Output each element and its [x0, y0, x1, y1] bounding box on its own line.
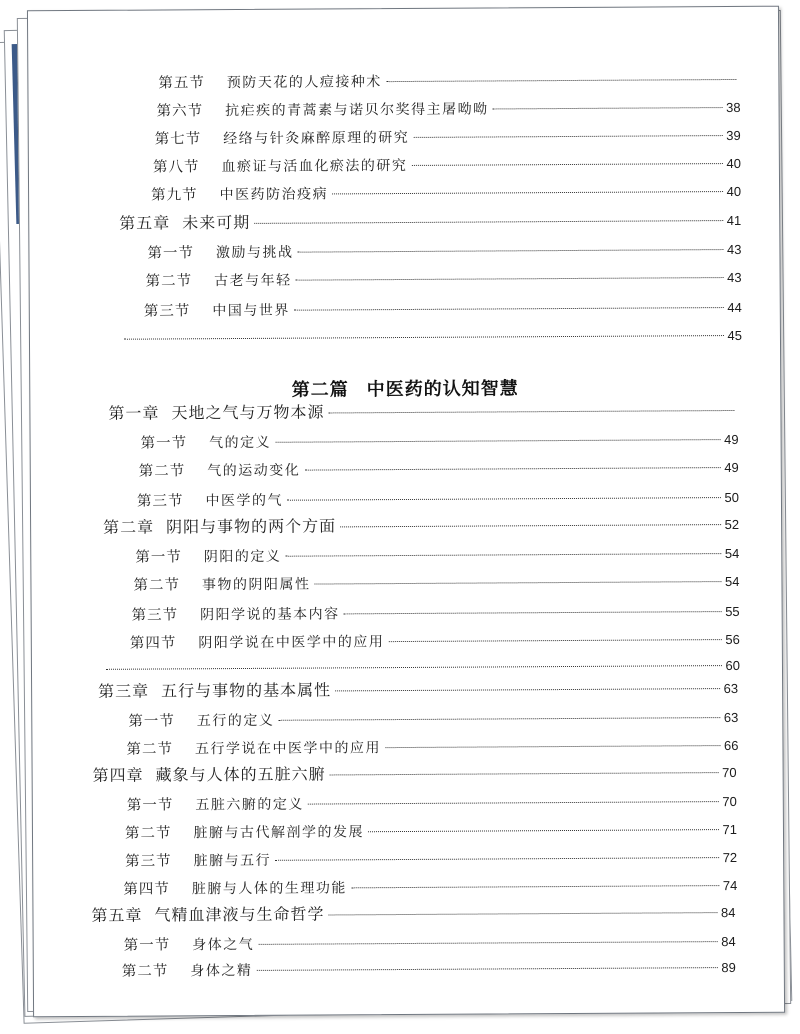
page-number: 49	[724, 459, 739, 476]
dot-leader	[329, 912, 717, 915]
section-label: 第二节	[121, 963, 169, 980]
section-label: 第三节	[131, 607, 179, 624]
section-title: 预防天花的人痘接种术	[226, 74, 382, 92]
section-label: 第二节	[138, 463, 186, 480]
toc-section-row	[130, 629, 740, 655]
page-number: 54	[724, 573, 740, 590]
page-number: 84	[721, 933, 736, 950]
section-title: 脏腑与古代解剖学的发展	[193, 824, 365, 842]
section-label: 第二节	[126, 741, 174, 758]
toc-section-row	[122, 957, 736, 983]
toc-section-row	[151, 181, 741, 207]
toc-section-row	[146, 267, 742, 293]
section-label: 第七节	[154, 131, 202, 148]
dot-leader	[332, 191, 723, 194]
dot-leader	[275, 439, 720, 443]
section-label: 第二节	[145, 273, 193, 290]
toc-chapter-row	[103, 513, 739, 539]
toc-chapter-row	[91, 901, 735, 927]
section-label: 第三节	[125, 853, 172, 870]
page-number: 89	[721, 959, 736, 976]
dot-leader	[304, 467, 720, 471]
page-number: 40	[726, 183, 742, 200]
section-title: 中医药防治疫病	[219, 186, 329, 204]
dot-leader	[254, 220, 722, 224]
section-title: 气的定义	[209, 434, 272, 452]
page-number: 84	[720, 904, 736, 921]
section-title: 阴阳的定义	[203, 548, 282, 566]
dot-leader	[388, 639, 721, 642]
section-title: 中国与世界	[212, 302, 290, 320]
section-label: 第三节	[136, 493, 184, 510]
page-number: 56	[725, 631, 740, 648]
toc-section-row	[141, 429, 739, 455]
section-label: 第二节	[133, 577, 181, 594]
page-number: 39	[726, 127, 741, 144]
section-title: 事物的阴阳属性	[201, 576, 311, 594]
part-title-text: 中医药的认知智慧	[366, 378, 519, 401]
page-number: 63	[723, 680, 739, 697]
dot-leader	[340, 524, 720, 527]
chapter-label: 第一章	[108, 403, 160, 423]
dot-leader	[411, 163, 722, 166]
toc-section-row	[139, 457, 739, 483]
chapter-title: 阴阳与事物的两个方面	[166, 516, 337, 537]
toc-section-row	[125, 847, 737, 873]
page-number: 63	[723, 709, 739, 726]
dot-leader	[344, 611, 722, 614]
chapter-title: 藏象与人体的五脏六腑	[155, 764, 326, 785]
page-number: 72	[722, 849, 738, 866]
page-number: 49	[724, 431, 739, 448]
section-title: 激励与挑战	[215, 244, 294, 262]
dot-leader	[275, 857, 719, 861]
toc-section-row	[126, 735, 738, 761]
section-title: 血瘀证与活血化瘀法的研究	[221, 157, 408, 176]
dot-leader	[287, 497, 721, 501]
toc-section-row	[123, 875, 737, 901]
toc-section-row	[155, 125, 741, 151]
section-label: 第九节	[151, 187, 198, 204]
toc-section-row	[137, 487, 739, 513]
page-number: 54	[724, 545, 740, 562]
dot-leader	[285, 553, 721, 557]
section-label: 第一节	[147, 245, 194, 262]
section-label: 第一节	[128, 713, 175, 730]
toc-section-row	[153, 153, 741, 179]
page-number: 44	[727, 299, 742, 316]
dot-leader	[328, 410, 734, 413]
dot-leader	[368, 829, 719, 832]
page-number: 38	[726, 99, 741, 116]
page-number: 43	[727, 269, 742, 286]
toc-section-row	[135, 543, 739, 569]
toc-section-row	[133, 571, 739, 597]
section-title: 五脏六腑的定义	[195, 796, 304, 814]
chapter-title: 未来可期	[182, 212, 251, 233]
section-label: 第八节	[152, 159, 200, 176]
section-title: 脏腑与人体的生理功能	[191, 880, 347, 898]
page-number: 71	[722, 821, 738, 838]
chapter-title: 五行与事物的基本属性	[161, 680, 332, 701]
toc-chapter-row	[108, 399, 738, 425]
page-number: 43	[726, 241, 742, 258]
dot-leader	[106, 665, 722, 670]
dot-leader	[256, 967, 717, 971]
page-number: 70	[722, 793, 737, 810]
page-number: 60	[725, 657, 741, 674]
dot-leader	[294, 307, 724, 311]
section-title: 身体之精	[190, 962, 253, 980]
toc-chapter-row	[119, 209, 741, 235]
toc-section-row	[125, 819, 737, 845]
section-title: 古老与年轻	[214, 272, 292, 290]
section-title: 中医学的气	[205, 492, 284, 510]
section-label: 第一节	[123, 937, 171, 954]
section-label: 第六节	[156, 103, 204, 120]
toc-page	[27, 6, 785, 1018]
section-title: 阴阳学说在中医学中的应用	[198, 634, 385, 652]
dot-leader	[297, 249, 723, 253]
page-number: 52	[724, 516, 740, 533]
chapter-label: 第二章	[103, 517, 155, 537]
dot-leader	[314, 581, 721, 584]
section-title: 气的运动变化	[207, 462, 301, 480]
toc-chapter-row	[98, 677, 738, 703]
chapter-label: 第四章	[92, 765, 144, 785]
page-number: 40	[726, 155, 741, 172]
chapter-label: 第五章	[119, 213, 171, 233]
page-number: 50	[724, 489, 739, 506]
page-number: 55	[725, 603, 740, 620]
toc-chapter-row	[93, 761, 737, 787]
toc-section-row	[128, 707, 738, 733]
toc-section-row	[158, 69, 740, 95]
dot-leader	[124, 335, 724, 340]
section-title: 五行学说在中医学中的应用	[194, 740, 382, 758]
dot-leader	[308, 801, 719, 805]
dot-leader	[385, 745, 720, 748]
dot-leader	[258, 941, 717, 945]
toc-section-row	[132, 601, 740, 627]
dot-leader	[413, 135, 722, 138]
dot-leader	[351, 885, 719, 888]
section-label: 第三节	[143, 303, 191, 320]
section-label: 第五节	[158, 75, 205, 92]
toc-section-row	[157, 97, 741, 123]
dot-leader	[296, 277, 724, 281]
section-title: 身体之气	[192, 936, 255, 954]
section-label: 第一节	[140, 435, 188, 452]
dot-leader	[278, 717, 720, 721]
toc-section-row	[124, 931, 736, 957]
dot-leader	[386, 79, 736, 82]
section-label: 第一节	[135, 549, 182, 566]
chapter-title: 气精血津液与生命哲学	[154, 904, 325, 925]
section-title: 五行的定义	[196, 712, 275, 730]
page-number: 70	[722, 764, 737, 781]
toc-section-row	[127, 791, 737, 817]
section-title: 经络与针灸麻醉原理的研究	[223, 129, 410, 148]
chapter-label: 第三章	[98, 681, 150, 701]
toc-section-row	[120, 325, 742, 351]
chapter-title: 天地之气与万物本源	[171, 402, 325, 423]
dot-leader	[493, 107, 723, 109]
section-label: 第二节	[124, 825, 172, 842]
section-label: 第四节	[129, 635, 177, 652]
dot-leader	[330, 772, 718, 775]
section-label: 第四节	[123, 881, 170, 898]
section-label: 第一节	[126, 797, 174, 814]
toc-section-row	[144, 297, 742, 323]
section-title: 阴阳学说的基本内容	[200, 606, 340, 624]
page-number: 45	[727, 327, 742, 344]
page-number: 74	[722, 877, 738, 894]
page-number: 41	[726, 212, 742, 229]
chapter-label: 第五章	[91, 905, 143, 925]
section-title: 抗疟疾的青蒿素与诺贝尔奖得主屠呦呦	[225, 101, 489, 120]
section-title: 脏腑与五行	[193, 852, 272, 870]
toc-section-row	[147, 239, 741, 265]
part-title-label: 第二篇	[291, 379, 349, 401]
dot-leader	[335, 688, 719, 691]
page-number: 66	[723, 737, 739, 754]
